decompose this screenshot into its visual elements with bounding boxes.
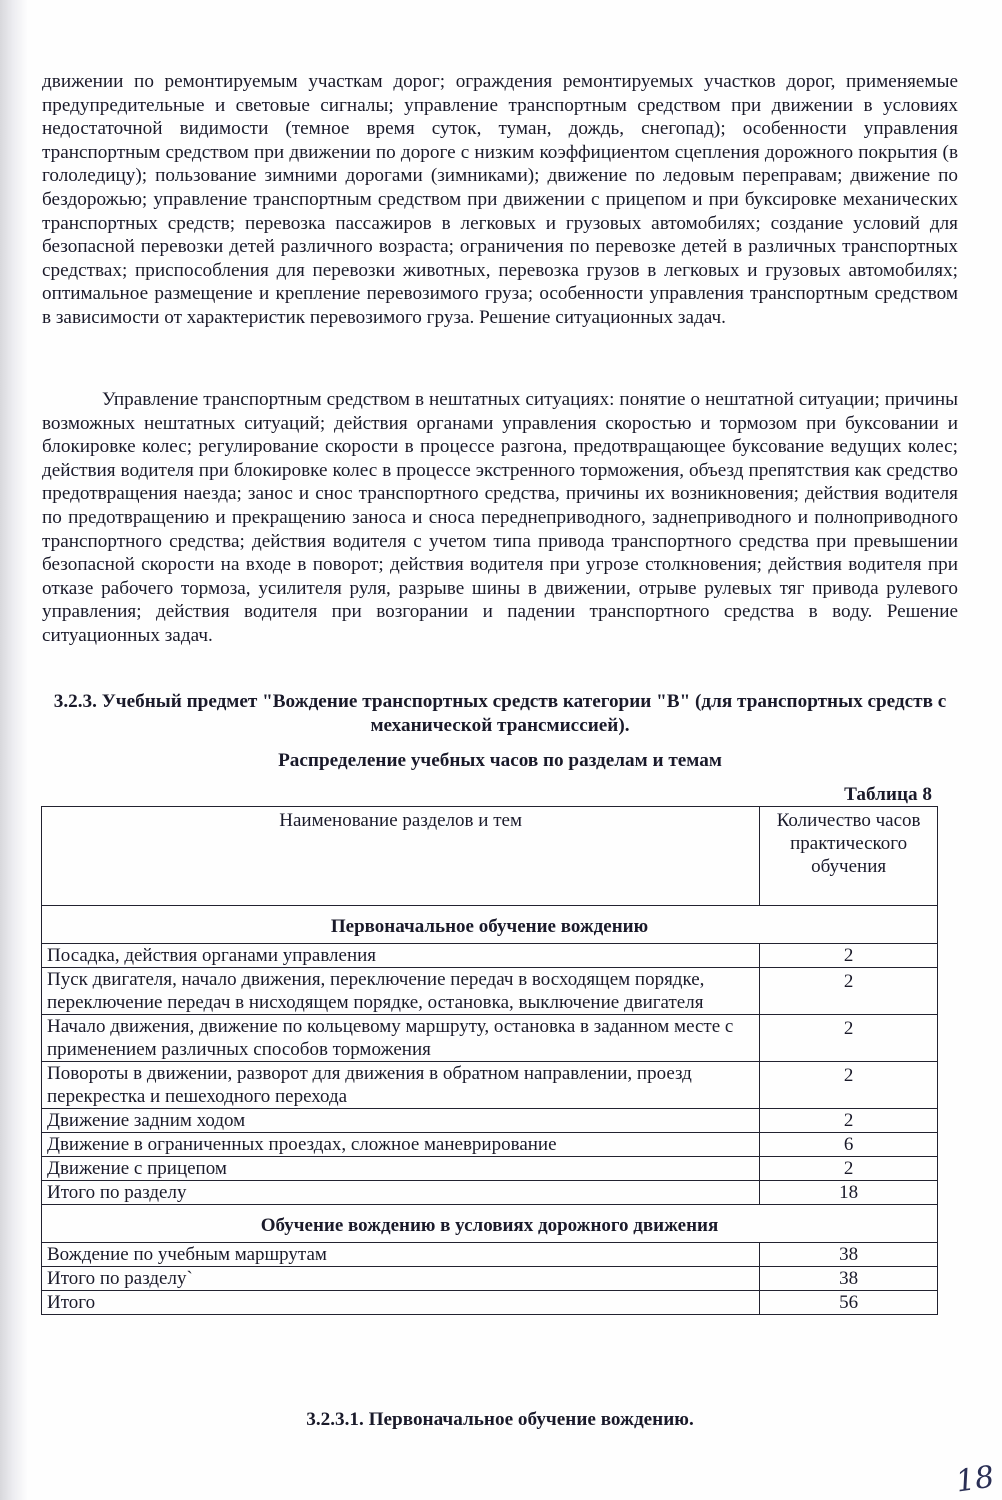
handwritten-page-number: 18: [953, 1459, 997, 1500]
table-row: [42, 1015, 938, 1062]
header-hours-cell: Количество часов практического обучения: [760, 807, 938, 906]
body-text-block-1: [42, 70, 958, 330]
row-hours-cell: 2: [760, 1157, 938, 1181]
row-hours-cell: 38: [760, 1267, 938, 1291]
table-row: [42, 1243, 938, 1267]
table-label: Таблица 8: [844, 784, 932, 805]
row-name-cell: Итого по разделу`: [42, 1267, 760, 1291]
row-hours-cell: 2: [760, 968, 938, 1015]
row-name-cell: Пуск двигателя, начало движения, переключение передач в восходящем порядке, переключение передач в нисходящем порядке, остановка, выключение двигателя: [42, 968, 760, 1015]
table-row: [42, 1181, 938, 1205]
section-title: 3.2.3. Учебный предмет "Вождение транспортных средств категории "В" (для транспортных средств с механической трансмиссией).: [53, 691, 947, 736]
paragraph-2: Управление транспортным средством в нештатных ситуациях: понятие о нештатной ситуации; причины возможных нештатных ситуаций; действия органами управления скоростью и тормозом при буксовании и блокировке колес; регулирование скорости в процессе разгона, предотвращающее буксование ведущих колес; действия водителя при блокировке колес в процессе экстренного торможения, объезд препятствия как средство предотвращения наезда; занос и снос транспортного средства, причины их возникновения; действия водителя по предотвращению и прекращению заноса и сноса переднеприводного, заднеприводного и полноприводного транспортного средства; действия водителя с учетом типа привода транспортного средства при превышении безопасной скорости на входе в поворот; действия водителя при угрозе столкновения; действия водителя при отказе рабочего тормоза, усилителя руля, разрыве шины в движении, отрыве рулевых тяг привода рулевого управления; действия водителя при возгорании и падении транспортного средства в воду. Решение ситуационных задач.: [42, 389, 958, 646]
row-name-cell: Повороты в движении, разворот для движения в обратном направлении, проезд перекрестка и пешеходного перехода: [42, 1062, 760, 1109]
section-row: [42, 1205, 938, 1243]
row-name-cell: Итого: [42, 1291, 760, 1315]
scan-edge-shadow: [0, 0, 28, 1500]
row-hours-cell: 2: [760, 1109, 938, 1133]
row-name-cell: Начало движения, движение по кольцевому маршруту, остановка в заданном месте с применением различных способов торможения: [42, 1015, 760, 1062]
row-name-cell: Движение задним ходом: [42, 1109, 760, 1133]
section-1-title: Первоначальное обучение вождению: [42, 906, 938, 944]
row-name-cell: Вождение по учебным маршрутам: [42, 1243, 760, 1267]
table-row: [42, 1267, 938, 1291]
table-header-row: [42, 807, 938, 906]
table-row: [42, 1062, 938, 1109]
distribution-title: Распределение учебных часов по разделам и темам: [278, 750, 722, 771]
row-hours-cell: 2: [760, 1062, 938, 1109]
row-hours-cell: 56: [760, 1291, 938, 1315]
section-2-title: Обучение вождению в условиях дорожного движения: [42, 1205, 938, 1243]
row-hours-cell: 2: [760, 1015, 938, 1062]
row-name-cell: Посадка, действия органами управления: [42, 944, 760, 968]
row-name-cell: Итого по разделу: [42, 1181, 760, 1205]
row-name-cell: Движение в ограниченных проездах, сложное маневрирование: [42, 1133, 760, 1157]
table-row: [42, 1157, 938, 1181]
header-name-cell: Наименование разделов и тем: [42, 807, 760, 906]
paragraph-1: движении по ремонтируемым участкам дорог; ограждения ремонтируемых участков дорог, применяемые предупредительные и световые сигналы; управление транспортным средством при движении в условиях недостаточной видимости (темное время суток, туман, дождь, снегопад); особенности управления транспортным средством при движении по дороге с низким коэффициентом сцепления дорожного покрытия (в гололедицу); пользование зимними дорогами (зимниками); движение по ледовым переправам; движение по бездорожью; управление транспортным средством при движении с прицепом и при буксировке механических транспортных средств; перевозка пассажиров в легковых и грузовых автомобилях; создание условий для безопасной перевозки детей различного возраста; ограничения по перевозке детей в различных транспортных средствах; приспособления для перевозки животных, перевозка грузов в легковых и грузовых автомобилях; оптимальное размещение и крепление перевозимого груза; особенности управления транспортным средством в зависимости от характеристик перевозимого груза. Решение ситуационных задач.: [42, 71, 958, 328]
body-text-block-2: [42, 388, 958, 648]
table-row: [42, 1291, 938, 1315]
table-row: [42, 944, 938, 968]
row-hours-cell: 2: [760, 944, 938, 968]
row-hours-cell: 18: [760, 1181, 938, 1205]
table-row: [42, 968, 938, 1015]
row-hours-cell: 38: [760, 1243, 938, 1267]
hours-table: [41, 806, 938, 1315]
table-row: [42, 1109, 938, 1133]
table-row: [42, 1133, 938, 1157]
row-name-cell: Движение с прицепом: [42, 1157, 760, 1181]
row-hours-cell: 6: [760, 1133, 938, 1157]
subsection-title: 3.2.3.1. Первоначальное обучение вождению.: [306, 1409, 694, 1430]
section-row: [42, 906, 938, 944]
